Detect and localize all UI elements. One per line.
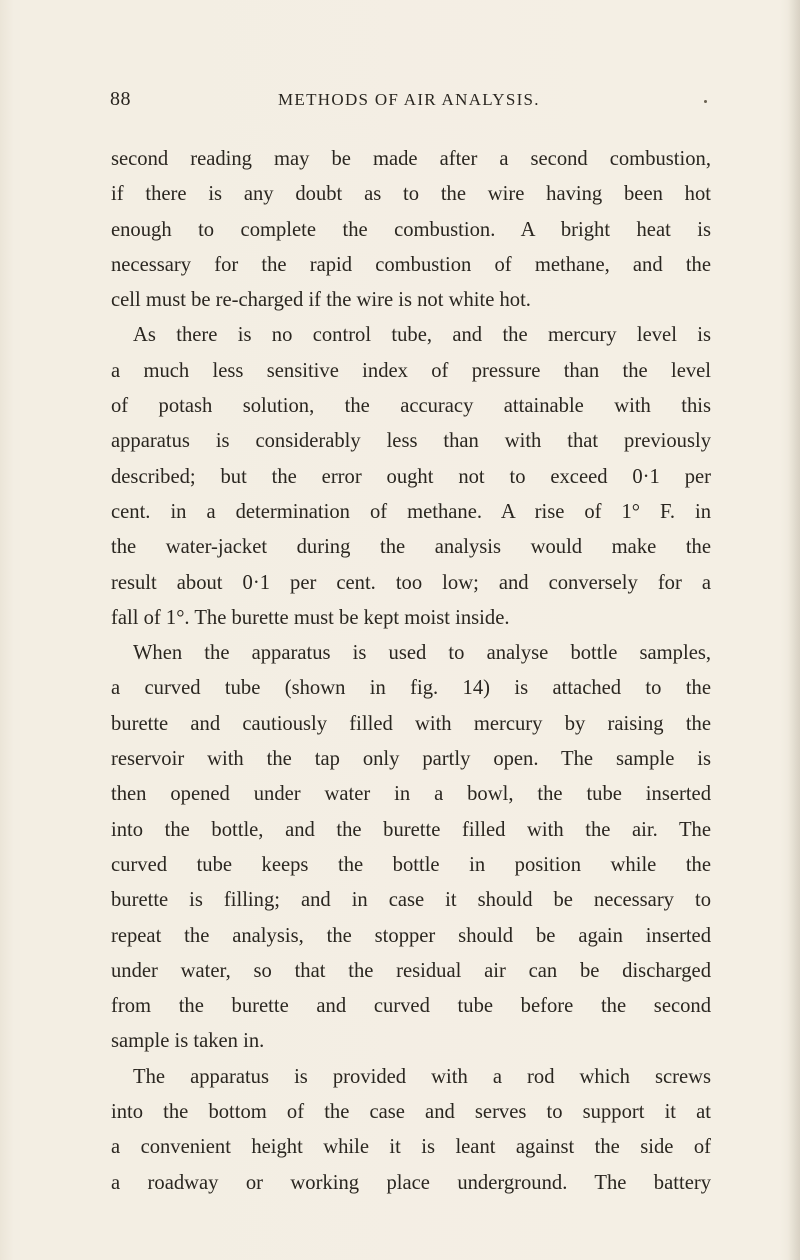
text-line: reservoir with the tap only partly open. The sample is <box>111 748 711 771</box>
text-line: enough to complete the combustion. A bright heat is <box>111 218 711 241</box>
text-line: described; but the error ought not to exceed 0·1 per <box>111 465 711 488</box>
page-number: 88 <box>110 88 131 110</box>
text-line: curved tube keeps the bottle in position while the <box>111 853 711 876</box>
text-line: of potash solution, the accuracy attainable with this <box>111 395 711 418</box>
text-line: sample is taken in. <box>111 1030 265 1053</box>
text-line: under water, so that the residual air can be discharged <box>111 959 711 982</box>
text-line: from the burette and curved tube before the second <box>111 995 711 1018</box>
page-edge-shadow <box>788 0 800 1260</box>
text-line: a curved tube (shown in fig. 14) is attached to the <box>111 677 711 700</box>
text-line: burette and cautiously filled with mercury by raising the <box>111 712 711 735</box>
text-line: cell must be re-charged if the wire is not white hot. <box>111 289 531 312</box>
text-line: into the bottom of the case and serves to support it at <box>111 1101 711 1124</box>
text-line: into the bottle, and the burette filled with the air. The <box>111 818 711 841</box>
text-line: a roadway or working place underground. The battery <box>111 1171 711 1194</box>
body-text <box>111 142 711 1201</box>
text-line: repeat the analysis, the stopper should be again inserted <box>111 924 711 947</box>
text-line: a much less sensitive index of pressure than the level <box>111 359 711 382</box>
paragraph-start-line: As there is no control tube, and the mercury level is <box>133 324 711 347</box>
text-line: necessary for the rapid combustion of methane, and the <box>111 253 711 276</box>
text-line: result about 0·1 per cent. too low; and conversely for a <box>111 571 711 594</box>
text-line: then opened under water in a bowl, the tube inserted <box>111 783 711 806</box>
text-line: apparatus is considerably less than with that previously <box>111 430 711 453</box>
ink-speck <box>704 100 707 103</box>
paragraph-start-line: The apparatus is provided with a rod which screws <box>133 1065 711 1088</box>
page-header <box>110 88 710 118</box>
text-line: burette is filling; and in case it should be necessary to <box>111 889 711 912</box>
text-line: cent. in a determination of methane. A rise of 1° F. in <box>111 500 711 523</box>
text-line: if there is any doubt as to the wire having been hot <box>111 183 711 206</box>
text-line: the water-jacket during the analysis would make the <box>111 536 711 559</box>
text-line: fall of 1°. The burette must be kept moist inside. <box>111 606 510 629</box>
running-title: METHODS OF AIR ANALYSIS. <box>278 90 540 109</box>
text-line: second reading may be made after a second combustion, <box>111 148 711 170</box>
text-line: a convenient height while it is leant against the side of <box>111 1136 711 1159</box>
paragraph-start-line: When the apparatus is used to analyse bottle samples, <box>133 642 711 665</box>
